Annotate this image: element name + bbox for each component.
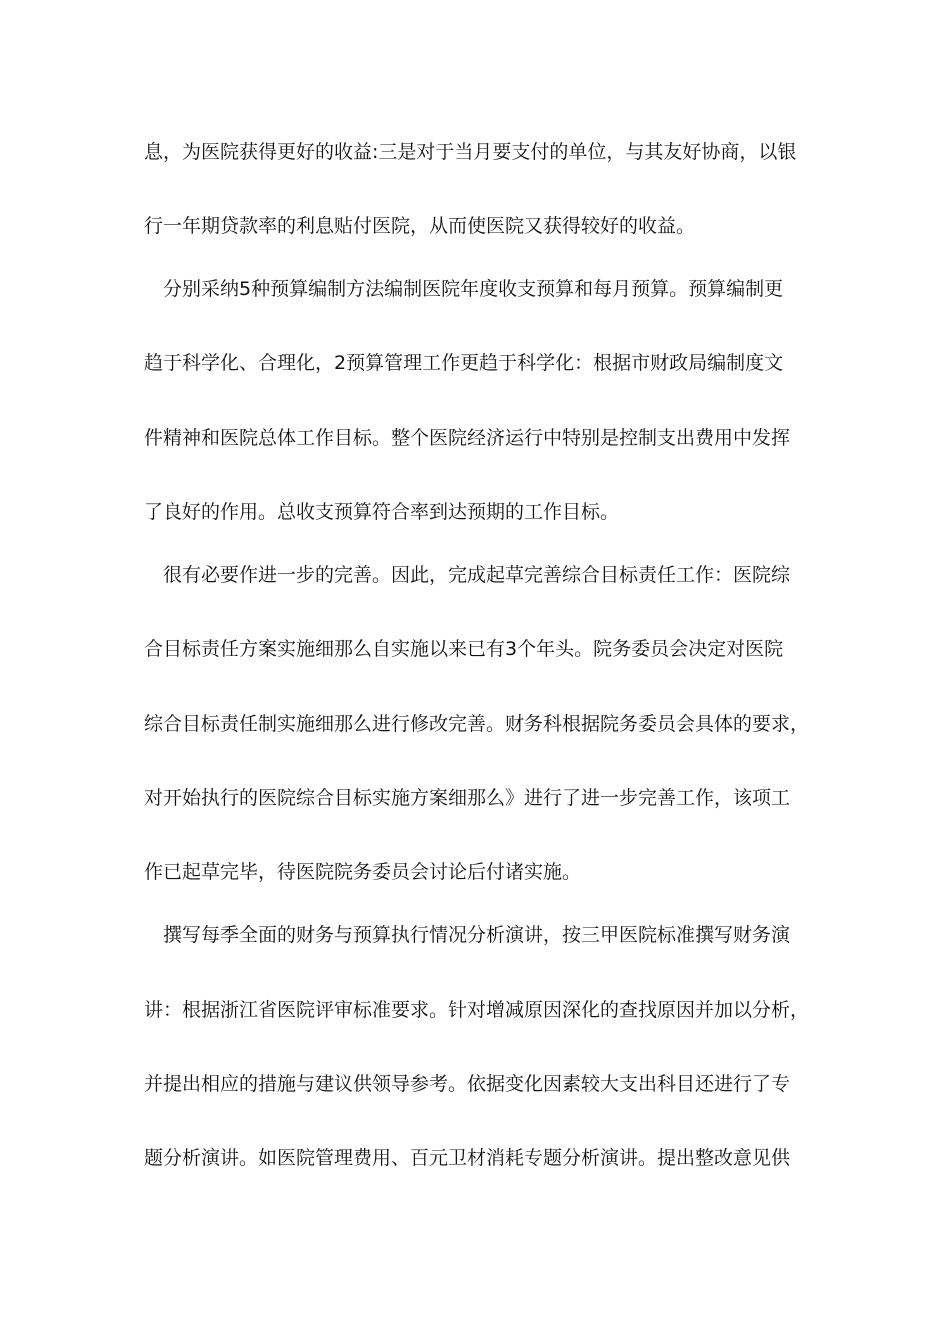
paragraph-3-line-3: 综合目标责任制实施细那么进行修改完善。财务科根据院务委员会具体的要求， — [144, 713, 809, 735]
paragraph-2-line-4: 了良好的作用。总收支预算符合率到达预期的工作目标。 — [144, 501, 620, 523]
paragraph-4-line-3: 并提出相应的措施与建议供领导参考。依据变化因素较大支出科目还进行了专 — [144, 1073, 791, 1095]
paragraph-3-line-5: 作已起草完毕，待医院院务委员会讨论后付诸实施。 — [144, 861, 582, 883]
paragraph-4-line-2: 讲：根据浙江省医院评审标准要求。针对增减原因深化的查找原因并加以分析， — [144, 999, 809, 1021]
paragraph-2-line-1: 分别采纳5种预算编制方法编制医院年度收支预算和每月预算。预算编制更 — [163, 278, 784, 300]
paragraph-3-line-2: 合目标责任方案实施细那么自实施以来已有3个年头。院务委员会决定对医院 — [144, 638, 784, 660]
paragraph-3-line-4: 对开始执行的医院综合目标实施方案细那么》进行了进一步完善工作，该项工 — [144, 787, 791, 809]
paragraph-1-line-2: 行一年期贷款率的利息贴付医院，从而使医院又获得较好的收益。 — [144, 215, 696, 237]
paragraph-4-line-4: 题分析演讲。如医院管理费用、百元卫材消耗专题分析演讲。提出整改意见供 — [144, 1147, 791, 1169]
paragraph-4-line-1: 撰写每季全面的财务与预算执行情况分析演讲，按三甲医院标准撰写财务演 — [163, 924, 791, 946]
paragraph-3-line-1: 很有必要作进一步的完善。因此，完成起草完善综合目标责任工作：医院综 — [163, 564, 791, 586]
paragraph-1-line-1: 息，为医院获得更好的收益:三是对于当月要支付的单位，与其友好协商，以银 — [144, 141, 797, 163]
paragraph-2-line-3: 件精神和医院总体工作目标。整个医院经济运行中特别是控制支出费用中发挥 — [144, 427, 791, 449]
paragraph-2-line-2: 趋于科学化、合理化，2预算管理工作更趋于科学化：根据市财政局编制度文 — [144, 352, 784, 374]
